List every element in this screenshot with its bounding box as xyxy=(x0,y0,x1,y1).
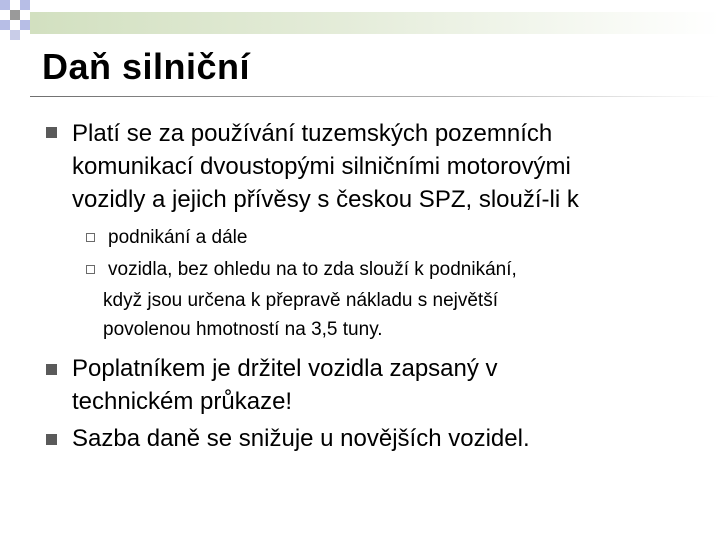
hollow-square-bullet-icon xyxy=(86,265,95,274)
sub-bullet-line: povolenou hmotností na 3,5 tuny. xyxy=(103,319,383,340)
sub-bullet-line: vozidla, bez ohledu na to zda slouží k podnikání, xyxy=(108,259,517,280)
deco-square xyxy=(20,20,30,30)
square-bullet-icon xyxy=(46,127,57,138)
deco-square xyxy=(10,30,20,40)
title-underline xyxy=(30,96,720,97)
deco-square xyxy=(20,0,30,10)
hollow-square-bullet-icon xyxy=(86,233,95,242)
bullet-line: vozidly a jejich přívěsy s českou SPZ, slouží-li k xyxy=(72,186,579,213)
deco-square xyxy=(10,10,20,20)
deco-square xyxy=(0,20,10,30)
bullet-line: komunikací dvoustopými silničními motorovými xyxy=(72,153,571,180)
bullet-line: Poplatníkem je držitel vozidla zapsaný v xyxy=(72,355,498,382)
sub-bullet-line: když jsou určena k přepravě nákladu s největší xyxy=(103,290,498,311)
deco-square xyxy=(0,0,10,10)
header-gradient-bar xyxy=(30,12,720,34)
deco-square xyxy=(10,0,20,10)
bullet-line: Sazba daně se snižuje u novějších vozidel. xyxy=(72,425,530,452)
square-bullet-icon xyxy=(46,434,57,445)
deco-square xyxy=(0,10,10,20)
square-bullet-icon xyxy=(46,364,57,375)
bullet-line: Platí se za používání tuzemských pozemních xyxy=(72,120,553,147)
sub-bullet-line: podnikání a dále xyxy=(108,227,248,248)
header-decoration xyxy=(0,0,720,40)
slide-title: Daň silniční xyxy=(42,46,251,87)
deco-square xyxy=(20,10,30,20)
bullet-line: technickém průkaze! xyxy=(72,388,293,415)
